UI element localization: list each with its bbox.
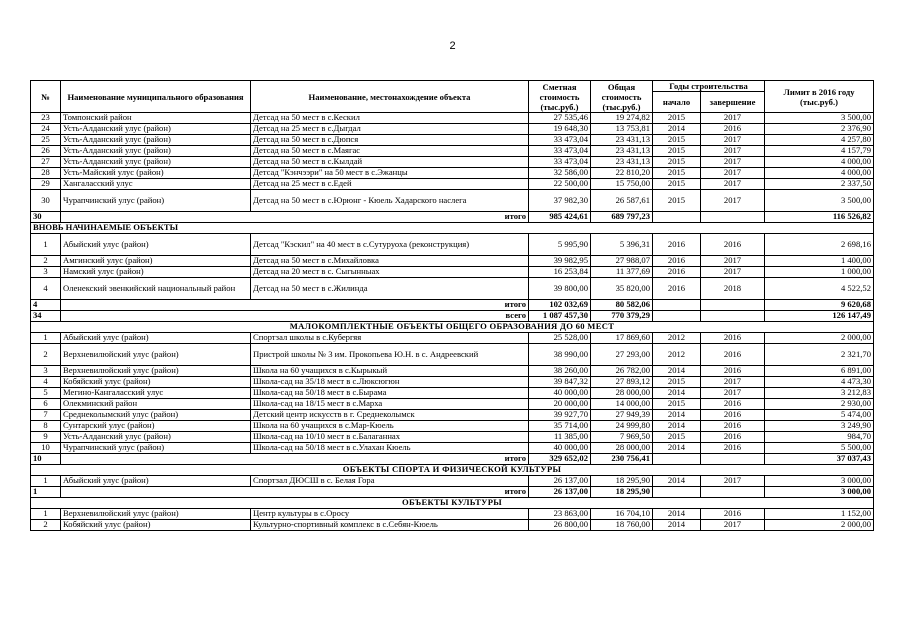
- row-estimated-cost: 32 586,00: [529, 168, 591, 179]
- row-limit: 3 500,00: [765, 113, 874, 124]
- row-limit: 2 000,00: [765, 520, 874, 531]
- header-object: Наименование, местонахождение объекта: [251, 81, 529, 113]
- section-title: МАЛОКОМПЛЕКТНЫЕ ОБЪЕКТЫ ОБЩЕГО ОБРАЗОВАНИЯ ДО 60 МЕСТ: [31, 322, 874, 333]
- row-object: Детский центр искусств в г. Среднеколымск: [251, 410, 529, 421]
- row-end-year: 2016: [701, 333, 765, 344]
- table-row: [31, 399, 874, 410]
- row-limit: 3 249,90: [765, 421, 874, 432]
- page-number: 2: [449, 40, 456, 52]
- row-limit: 3 000,00: [765, 476, 874, 487]
- row-total-cost: 22 810,20: [591, 168, 653, 179]
- row-total-cost: 28 000,00: [591, 388, 653, 399]
- row-end-year: 2016: [701, 366, 765, 377]
- row-total-cost: 13 753,81: [591, 124, 653, 135]
- row-object: Детсад "Кэскил" на 40 мест в с.Сутуруоха (реконструкция): [251, 234, 529, 256]
- total-limit: 126 147,49: [765, 311, 874, 322]
- row-number: 2: [31, 344, 61, 366]
- row-limit: 4 000,00: [765, 157, 874, 168]
- row-number: 10: [31, 443, 61, 454]
- row-limit: 3 500,00: [765, 190, 874, 212]
- row-object: Детсад на 50 мест в с.Дюпся: [251, 135, 529, 146]
- row-number: 27: [31, 157, 61, 168]
- table-row: [31, 179, 874, 190]
- table-row: [31, 157, 874, 168]
- row-number: 26: [31, 146, 61, 157]
- row-total-cost: 5 396,31: [591, 234, 653, 256]
- row-municipality: Кобяйский улус (район): [61, 377, 251, 388]
- row-object: Детсад на 50 мест в с.Юрюнг - Кюель Хадарского наслега: [251, 190, 529, 212]
- row-object: Детсад "Кэнчээри" на 50 мест в с.Эжанцы: [251, 168, 529, 179]
- row-start-year: 2016: [653, 267, 701, 278]
- row-number: 2: [31, 256, 61, 267]
- total-number: 30: [31, 212, 61, 223]
- row-estimated-cost: 39 800,00: [529, 278, 591, 300]
- section-culture: [31, 498, 874, 509]
- section-title: ОБЪЕКТЫ КУЛЬТУРЫ: [31, 498, 874, 509]
- row-number: 7: [31, 410, 61, 421]
- table-row: [31, 113, 874, 124]
- row-end-year: 2016: [701, 124, 765, 135]
- row-end-year: 2016: [701, 399, 765, 410]
- table-body: [31, 113, 874, 531]
- row-limit: 1 000,00: [765, 267, 874, 278]
- header-num: №: [31, 81, 61, 113]
- row-municipality: Усть-Алданский улус (район): [61, 135, 251, 146]
- row-end-year: 2017: [701, 179, 765, 190]
- row-municipality: Намский улус (район): [61, 267, 251, 278]
- row-municipality: Олекминский район: [61, 399, 251, 410]
- row-start-year: 2015: [653, 399, 701, 410]
- header-years: Годы строительства: [653, 81, 765, 92]
- total-estimated-cost: 26 137,00: [529, 487, 591, 498]
- table-row: [31, 256, 874, 267]
- header-municipality: Наименование муниципального образования: [61, 81, 251, 113]
- row-total-cost: 24 999,80: [591, 421, 653, 432]
- row-number: 1: [31, 476, 61, 487]
- row-start-year: 2014: [653, 443, 701, 454]
- row-limit: 3 212,83: [765, 388, 874, 399]
- row-limit: 2 376,90: [765, 124, 874, 135]
- row-start-year: 2016: [653, 278, 701, 300]
- section-title: ВНОВЬ НАЧИНАЕМЫЕ ОБЪЕКТЫ: [31, 223, 874, 234]
- row-end-year: 2017: [701, 520, 765, 531]
- table-row: [31, 432, 874, 443]
- row-number: 1: [31, 509, 61, 520]
- row-municipality: Усть-Алданский улус (район): [61, 432, 251, 443]
- row-number: 6: [31, 399, 61, 410]
- row-start-year: 2012: [653, 344, 701, 366]
- total-empty-end: [701, 300, 765, 311]
- total-estimated-cost: 1 087 457,30: [529, 311, 591, 322]
- row-number: 8: [31, 421, 61, 432]
- row-estimated-cost: 16 253,84: [529, 267, 591, 278]
- row-limit: 6 891,00: [765, 366, 874, 377]
- table-row: [31, 234, 874, 256]
- row-total-cost: 27 293,00: [591, 344, 653, 366]
- row-total-cost: 23 431,13: [591, 135, 653, 146]
- row-estimated-cost: 5 995,90: [529, 234, 591, 256]
- row-municipality: Усть-Алданский улус (район): [61, 124, 251, 135]
- row-number: 2: [31, 520, 61, 531]
- row-limit: 2 337,50: [765, 179, 874, 190]
- row-municipality: Кобяйский улус (район): [61, 520, 251, 531]
- row-object: Спортзал ДЮСШ в с. Белая Гора: [251, 476, 529, 487]
- row-start-year: 2014: [653, 509, 701, 520]
- row-object: Школа-сад на 10/10 мест в с.Балаганнах: [251, 432, 529, 443]
- total-empty-start: [653, 487, 701, 498]
- total-empty-start: [653, 300, 701, 311]
- row-limit: 5 474,00: [765, 410, 874, 421]
- row-limit: 4 000,00: [765, 168, 874, 179]
- row-limit: 4 157,79: [765, 146, 874, 157]
- row-end-year: 2017: [701, 135, 765, 146]
- row-total-cost: 11 377,69: [591, 267, 653, 278]
- row-estimated-cost: 39 927,70: [529, 410, 591, 421]
- total-label: итого: [61, 300, 529, 311]
- header-total: Общая стоимость (тыс.руб.): [591, 81, 653, 113]
- row-limit: 4 522,52: [765, 278, 874, 300]
- row-estimated-cost: 33 473,04: [529, 135, 591, 146]
- table-row: [31, 443, 874, 454]
- row-start-year: 2015: [653, 179, 701, 190]
- row-end-year: 2016: [701, 344, 765, 366]
- row-end-year: 2017: [701, 146, 765, 157]
- row-start-year: 2014: [653, 366, 701, 377]
- table-row: [31, 190, 874, 212]
- row-limit: 2 930,00: [765, 399, 874, 410]
- row-start-year: 2015: [653, 377, 701, 388]
- total-label: всего: [61, 311, 529, 322]
- total-total-cost: 770 379,29: [591, 311, 653, 322]
- total-label: итого: [61, 454, 529, 465]
- row-number: 25: [31, 135, 61, 146]
- row-end-year: 2017: [701, 157, 765, 168]
- row-estimated-cost: 22 500,00: [529, 179, 591, 190]
- total-label: итого: [61, 212, 529, 223]
- row-object: Детсад на 50 мест в с.Кескил: [251, 113, 529, 124]
- row-estimated-cost: 38 260,00: [529, 366, 591, 377]
- row-municipality: Верхневилюйский улус (район): [61, 509, 251, 520]
- row-total-cost: 26 782,00: [591, 366, 653, 377]
- total-total-cost: 80 582,06: [591, 300, 653, 311]
- total-label: итого: [61, 487, 529, 498]
- row-limit: 5 500,00: [765, 443, 874, 454]
- row-limit: 2 321,70: [765, 344, 874, 366]
- row-municipality: Томпонский район: [61, 113, 251, 124]
- row-municipality: Хангаласский улус: [61, 179, 251, 190]
- row-municipality: Усть-Алданский улус (район): [61, 157, 251, 168]
- row-number: 5: [31, 388, 61, 399]
- row-limit: 1 400,00: [765, 256, 874, 267]
- table-row: [31, 509, 874, 520]
- table-row: [31, 146, 874, 157]
- table-row: [31, 377, 874, 388]
- row-municipality: Абыйский улус (район): [61, 333, 251, 344]
- total-total-cost: 18 295,90: [591, 487, 653, 498]
- row-end-year: 2016: [701, 432, 765, 443]
- row-municipality: Верхневилюйский улус (район): [61, 344, 251, 366]
- row-object: Детсад на 50 мест в с.Михайловка: [251, 256, 529, 267]
- row-number: 4: [31, 377, 61, 388]
- row-estimated-cost: 20 000,00: [529, 399, 591, 410]
- total-empty-start: [653, 454, 701, 465]
- table-row: [31, 520, 874, 531]
- total-estimated-cost: 329 652,02: [529, 454, 591, 465]
- header-limit: Лимит в 2016 году (тыс.руб.): [765, 81, 874, 113]
- row-municipality: Верхневилюйский улус (район): [61, 366, 251, 377]
- total-estimated-cost: 102 032,69: [529, 300, 591, 311]
- row-estimated-cost: 23 863,00: [529, 509, 591, 520]
- row-municipality: Оленекский эвенкийский национальный район: [61, 278, 251, 300]
- total-limit: 3 000,00: [765, 487, 874, 498]
- section-small-schools: [31, 322, 874, 333]
- row-end-year: 2016: [701, 421, 765, 432]
- header-estimated: Сметная стоимость (тыс.руб.): [529, 81, 591, 113]
- row-start-year: 2015: [653, 113, 701, 124]
- section-new-objects: [31, 223, 874, 234]
- row-start-year: 2015: [653, 168, 701, 179]
- row-estimated-cost: 26 137,00: [529, 476, 591, 487]
- row-start-year: 2014: [653, 520, 701, 531]
- header-end: завершение: [701, 92, 765, 113]
- row-end-year: 2017: [701, 388, 765, 399]
- row-start-year: 2016: [653, 234, 701, 256]
- row-total-cost: 7 969,50: [591, 432, 653, 443]
- row-end-year: 2017: [701, 377, 765, 388]
- row-object: Детсад на 20 мест в с. Сыгынныах: [251, 267, 529, 278]
- row-end-year: 2017: [701, 113, 765, 124]
- row-start-year: 2014: [653, 410, 701, 421]
- subtotal-row: [31, 454, 874, 465]
- row-number: 1: [31, 234, 61, 256]
- row-end-year: 2016: [701, 443, 765, 454]
- row-total-cost: 27 988,07: [591, 256, 653, 267]
- row-municipality: Мегино-Кангаласский улус: [61, 388, 251, 399]
- row-object: Детсад на 50 мест в с.Жилинда: [251, 278, 529, 300]
- row-municipality: Абыйский улус (район): [61, 476, 251, 487]
- subtotal-row: [31, 300, 874, 311]
- row-estimated-cost: 25 528,00: [529, 333, 591, 344]
- subtotal-row: [31, 212, 874, 223]
- row-end-year: 2018: [701, 278, 765, 300]
- row-number: 28: [31, 168, 61, 179]
- row-object: Школа-сад на 50/18 мест в с.Бырама: [251, 388, 529, 399]
- row-estimated-cost: 40 000,00: [529, 443, 591, 454]
- row-start-year: 2016: [653, 256, 701, 267]
- row-estimated-cost: 35 714,00: [529, 421, 591, 432]
- row-limit: 4 473,30: [765, 377, 874, 388]
- row-number: 24: [31, 124, 61, 135]
- row-end-year: 2017: [701, 267, 765, 278]
- row-object: Пристрой школы № 3 им. Прокопьева Ю.Н. в с. Андреевский: [251, 344, 529, 366]
- row-total-cost: 26 587,61: [591, 190, 653, 212]
- row-start-year: 2015: [653, 157, 701, 168]
- total-number: 1: [31, 487, 61, 498]
- row-start-year: 2015: [653, 146, 701, 157]
- row-estimated-cost: 19 648,30: [529, 124, 591, 135]
- table-row: [31, 344, 874, 366]
- row-municipality: Усть-Алданский улус (район): [61, 146, 251, 157]
- row-number: 29: [31, 179, 61, 190]
- row-estimated-cost: 26 800,00: [529, 520, 591, 531]
- table-row: [31, 366, 874, 377]
- row-estimated-cost: 40 000,00: [529, 388, 591, 399]
- row-total-cost: 27 893,12: [591, 377, 653, 388]
- row-limit: 4 257,80: [765, 135, 874, 146]
- total-empty-start: [653, 311, 701, 322]
- row-total-cost: 18 295,90: [591, 476, 653, 487]
- table-row: [31, 168, 874, 179]
- total-limit: 9 620,68: [765, 300, 874, 311]
- row-number: 23: [31, 113, 61, 124]
- section-sport: [31, 465, 874, 476]
- table-row: [31, 388, 874, 399]
- row-object: Школа-сад на 35/18 мест в с.Люксюгюн: [251, 377, 529, 388]
- row-total-cost: 28 000,00: [591, 443, 653, 454]
- row-number: 9: [31, 432, 61, 443]
- row-municipality: Среднеколымский улус (район): [61, 410, 251, 421]
- row-object: Школа-сад на 50/18 мест в с.Улахан Кюель: [251, 443, 529, 454]
- table-row: [31, 476, 874, 487]
- header-start: начало: [653, 92, 701, 113]
- row-end-year: 2016: [701, 509, 765, 520]
- row-start-year: 2014: [653, 476, 701, 487]
- row-municipality: Амгинский улус (район): [61, 256, 251, 267]
- row-start-year: 2014: [653, 421, 701, 432]
- table-row: [31, 421, 874, 432]
- row-estimated-cost: 11 385,00: [529, 432, 591, 443]
- row-total-cost: 23 431,13: [591, 157, 653, 168]
- total-total-cost: 230 756,41: [591, 454, 653, 465]
- objects-table: [30, 80, 874, 531]
- row-total-cost: 16 704,10: [591, 509, 653, 520]
- total-limit: 116 526,82: [765, 212, 874, 223]
- row-number: 4: [31, 278, 61, 300]
- row-object: Спортзал школы в с.Кубергяя: [251, 333, 529, 344]
- total-empty-start: [653, 212, 701, 223]
- row-end-year: 2017: [701, 190, 765, 212]
- row-limit: 984,70: [765, 432, 874, 443]
- row-limit: 2 000,00: [765, 333, 874, 344]
- total-empty-end: [701, 311, 765, 322]
- total-limit: 37 037,43: [765, 454, 874, 465]
- row-end-year: 2016: [701, 234, 765, 256]
- table-row: [31, 410, 874, 421]
- row-total-cost: 23 431,13: [591, 146, 653, 157]
- row-start-year: 2012: [653, 333, 701, 344]
- total-empty-end: [701, 212, 765, 223]
- table-row: [31, 278, 874, 300]
- row-end-year: 2016: [701, 410, 765, 421]
- row-object: Культурно-спортивный комплекс в с.Себян-Кюель: [251, 520, 529, 531]
- total-number: 10: [31, 454, 61, 465]
- row-total-cost: 15 750,00: [591, 179, 653, 190]
- row-start-year: 2014: [653, 124, 701, 135]
- table-row: [31, 333, 874, 344]
- row-estimated-cost: 37 982,30: [529, 190, 591, 212]
- row-total-cost: 14 000,00: [591, 399, 653, 410]
- row-object: Центр культуры в с.Оросу: [251, 509, 529, 520]
- row-estimated-cost: 38 990,00: [529, 344, 591, 366]
- total-number: 4: [31, 300, 61, 311]
- table-row: [31, 135, 874, 146]
- section-title: ОБЪЕКТЫ СПОРТА И ФИЗИЧЕСКОЙ КУЛЬТУРЫ: [31, 465, 874, 476]
- row-estimated-cost: 33 473,04: [529, 157, 591, 168]
- row-total-cost: 27 949,39: [591, 410, 653, 421]
- row-object: Детсад на 50 мест в с.Кылдай: [251, 157, 529, 168]
- total-total-cost: 689 797,23: [591, 212, 653, 223]
- row-object: Школа на 60 учащихся в с.Кырыкый: [251, 366, 529, 377]
- table-row: [31, 124, 874, 135]
- row-number: 3: [31, 366, 61, 377]
- row-number: 1: [31, 333, 61, 344]
- row-object: Детсад на 25 мест в с.Дыгдал: [251, 124, 529, 135]
- row-start-year: 2015: [653, 432, 701, 443]
- row-municipality: Сунтарский улус (район): [61, 421, 251, 432]
- total-empty-end: [701, 454, 765, 465]
- row-object: Школа-сад на 18/15 мест в с.Марха: [251, 399, 529, 410]
- row-end-year: 2017: [701, 476, 765, 487]
- row-number: 3: [31, 267, 61, 278]
- row-municipality: Чурапчинский улус (район): [61, 443, 251, 454]
- grand-total-row: [31, 311, 874, 322]
- row-end-year: 2017: [701, 256, 765, 267]
- row-estimated-cost: 27 535,46: [529, 113, 591, 124]
- row-limit: 2 698,16: [765, 234, 874, 256]
- total-estimated-cost: 985 424,61: [529, 212, 591, 223]
- row-end-year: 2017: [701, 168, 765, 179]
- row-total-cost: 35 820,00: [591, 278, 653, 300]
- row-limit: 1 152,00: [765, 509, 874, 520]
- row-municipality: Чурапчинский улус (район): [61, 190, 251, 212]
- row-start-year: 2015: [653, 190, 701, 212]
- row-estimated-cost: 33 473,04: [529, 146, 591, 157]
- row-estimated-cost: 39 847,32: [529, 377, 591, 388]
- row-municipality: Усть-Майский улус (район): [61, 168, 251, 179]
- row-total-cost: 19 274,82: [591, 113, 653, 124]
- row-number: 30: [31, 190, 61, 212]
- row-object: Детсад на 50 мест в с.Маягас: [251, 146, 529, 157]
- row-municipality: Абыйский улус (район): [61, 234, 251, 256]
- row-total-cost: 17 869,60: [591, 333, 653, 344]
- row-total-cost: 18 760,00: [591, 520, 653, 531]
- subtotal-row: [31, 487, 874, 498]
- row-object: Школа на 60 учащихся в с.Мар-Кюель: [251, 421, 529, 432]
- table-row: [31, 267, 874, 278]
- row-object: Детсад на 25 мест в с.Едей: [251, 179, 529, 190]
- row-estimated-cost: 39 982,95: [529, 256, 591, 267]
- total-empty-end: [701, 487, 765, 498]
- total-number: 34: [31, 311, 61, 322]
- row-start-year: 2014: [653, 388, 701, 399]
- row-start-year: 2015: [653, 135, 701, 146]
